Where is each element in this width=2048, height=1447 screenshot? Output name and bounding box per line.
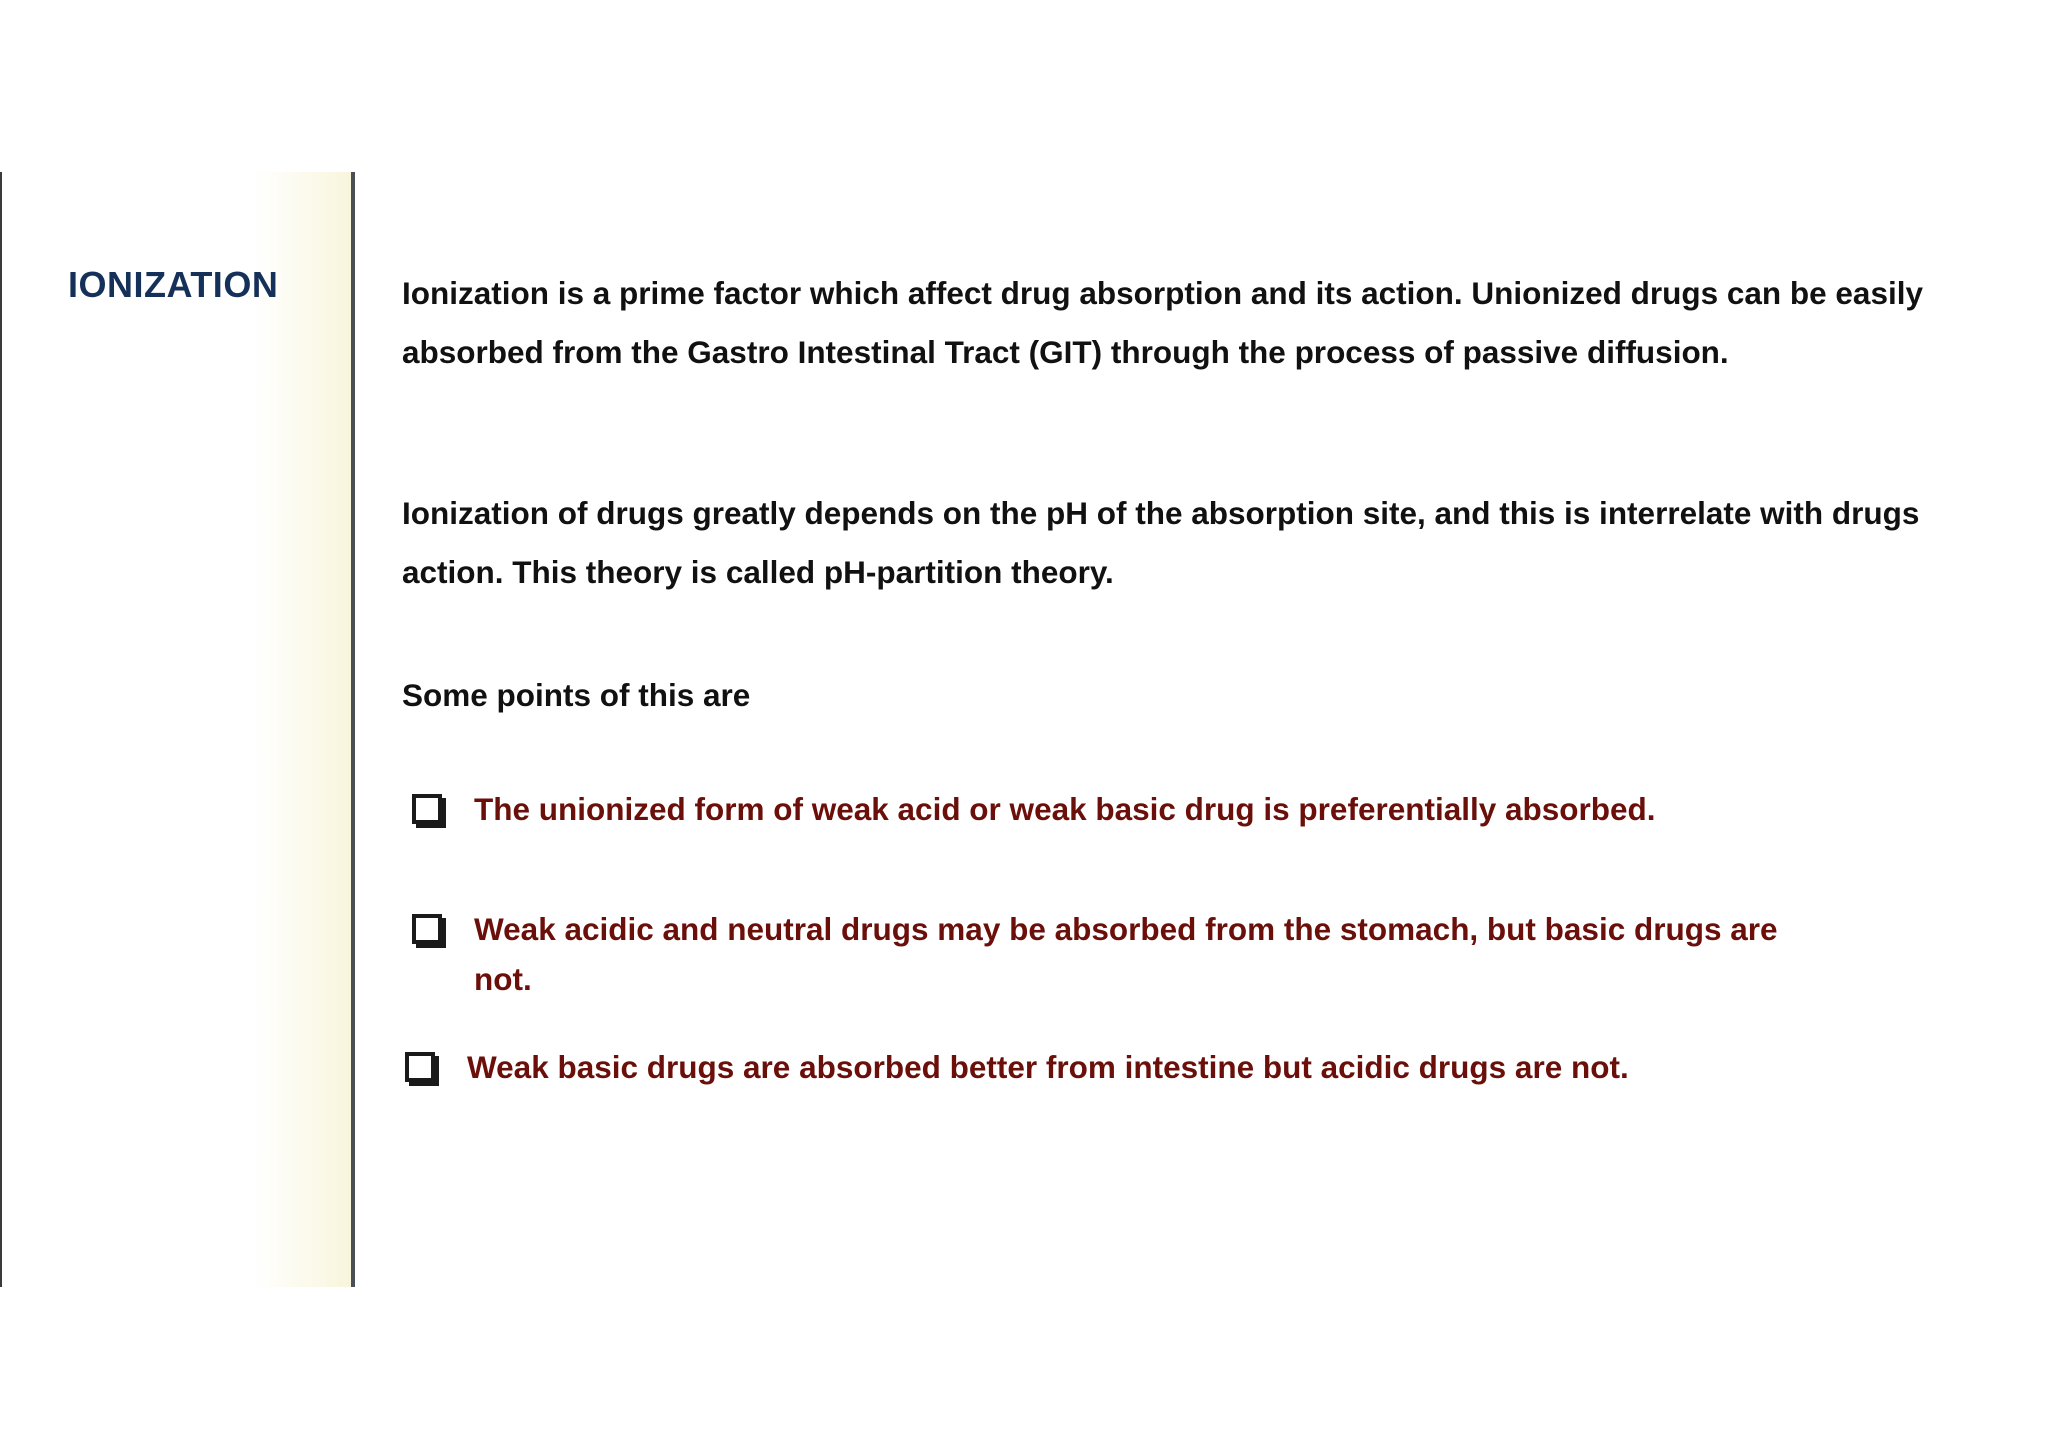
paragraph-points-intro: Some points of this are — [402, 677, 751, 713]
side-panel — [2, 172, 351, 1287]
slide — [0, 172, 2048, 1287]
checkbox-icon — [405, 1052, 435, 1082]
bullet-text: Weak basic drugs are absorbed better from intestine but acidic drugs are not. — [467, 1049, 1629, 1085]
paragraph-ionization-definition: Ionization is a prime factor which affect drug absorption and its action. Unionized drugs can be easily absorbed from the Gastro Intestinal Tract (GIT) through the process of passive diffusion. — [402, 275, 1923, 370]
checkbox-icon — [412, 794, 442, 824]
vertical-divider — [351, 172, 355, 1287]
bullet-text: The unionized form of weak acid or weak basic drug is preferentially absorbed. — [474, 791, 1656, 827]
bullet-item — [405, 1042, 1925, 1092]
bullet-item — [412, 784, 1912, 834]
bullet-text: Weak acidic and neutral drugs may be absorbed from the stomach, but basic drugs are not. — [474, 911, 1778, 997]
checkbox-icon — [412, 914, 442, 944]
paragraph-ph-partition: Ionization of drugs greatly depends on the pH of the absorption site, and this is interrelate with drugs action. This theory is called pH-partition theory. — [402, 495, 1920, 590]
bullet-item — [412, 904, 1832, 1004]
section-title: IONIZATION — [68, 264, 279, 305]
